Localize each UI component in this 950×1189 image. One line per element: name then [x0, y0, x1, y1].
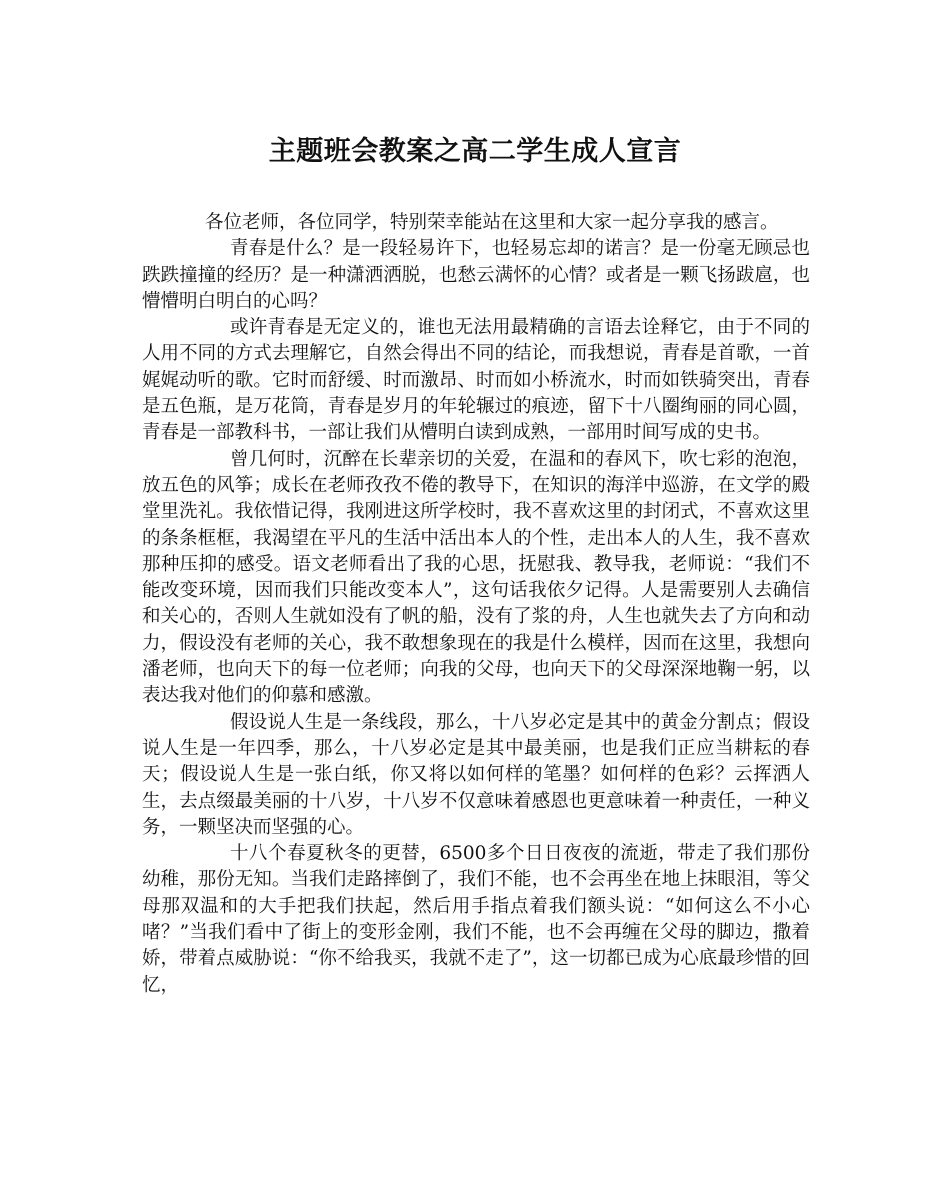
document-title: 主题班会教案之高二学生成人宣言 — [268, 136, 682, 167]
document-body — [142, 210, 810, 999]
paragraph-youth-is-a-song: 或许青春是无定义的，谁也无法用最精确的言语去诠释它，由于不同的人用不同的方式去理解它，自然会得出不同的结论，而我想说，青春是首歌，一首娓娓动听的歌。它时而舒缓、时而激昂、时而如小桥流水，时而如铁骑突出，青春是五色瓶，是万花筒，青春是岁月的年轮辗过的痕迹，留下十八圈绚丽的同心圆，青春是一部教科书，一部让我们从懵明白读到成熟，一部用时间写成的史书。 — [142, 317, 810, 444]
paragraph-greeting: 各位老师，各位同学，特别荣幸能站在这里和大家一起分享我的感言。 — [205, 212, 779, 233]
paragraph-eighteen-golden-point: 假设说人生是一条线段，那么，十八岁必定是其中的黄金分割点；假设说人生是一年四季，那么，十八岁必定是其中最美丽，也是我们正应当耕耘的春天；假设说人生是一张白纸，你又将以如何样的笔墨？如何样的色彩？云挥洒人生，去点缀最美丽的十八岁，十八岁不仅意味着感恩也更意味着一种责任，一种义务，一颗坚决而坚强的心。 — [142, 711, 810, 838]
paragraph-gratitude-to-teachers: 曾几何时，沉醉在长辈亲切的关爱，在温和的春风下，吹七彩的泡泡，放五色的风筝；成长在老师孜孜不倦的教导下，在知识的海洋中巡游，在文学的殿堂里洗礼。我依惜记得，我刚进这所学校时，我不喜欢这里的封闭式，不喜欢这里的条条框框，我渴望在平凡的生活中活出本人的个性，走出本人的人生，我不喜欢那种压抑的感受。语文老师看出了我的心思，抚慰我、教导我，老师说：“我们不能改变环境，因而我们只能改变本人”，这句话我依夕记得。人是需要别人去确信和关心的，否则人生就如没有了帆的船，没有了浆的舟，人生也就失去了方向和动力，假设没有老师的关心，我不敢想象现在的我是什么模样，因而在这里，我想向潘老师，也向天下的每一位老师；向我的父母，也向天下的父母深深地鞠一躬，以表达我对他们的仰慕和感激。 — [142, 448, 810, 707]
paragraph-what-is-youth: 青春是什么？是一段轻易许下，也轻易忘却的诺言？是一份毫无顾忌也跌跌撞撞的经历？是一种潇洒洒脱，也愁云满怀的心情？或者是一颗飞扬跋扈，也懵懵明白明白的心吗？ — [142, 238, 810, 312]
paragraph-eighteen-years: 十八个春夏秋冬的更替，6500多个日日夜夜的流逝，带走了我们那份幼稚，那份无知。当我们走路摔倒了，我们不能，也不会再坐在地上抹眼泪，等父母那双温和的大手把我们扶起，然后用手指点着我们额头说：“如何这么不小心啫？”当我们看中了街上的变形金刚，我们不能，也不会再缠在父母的脚边，撒着娇，带着点威胁说：“你不给我买，我就不走了”，这一切都已成为心底最珍惜的回忆， — [142, 843, 810, 996]
